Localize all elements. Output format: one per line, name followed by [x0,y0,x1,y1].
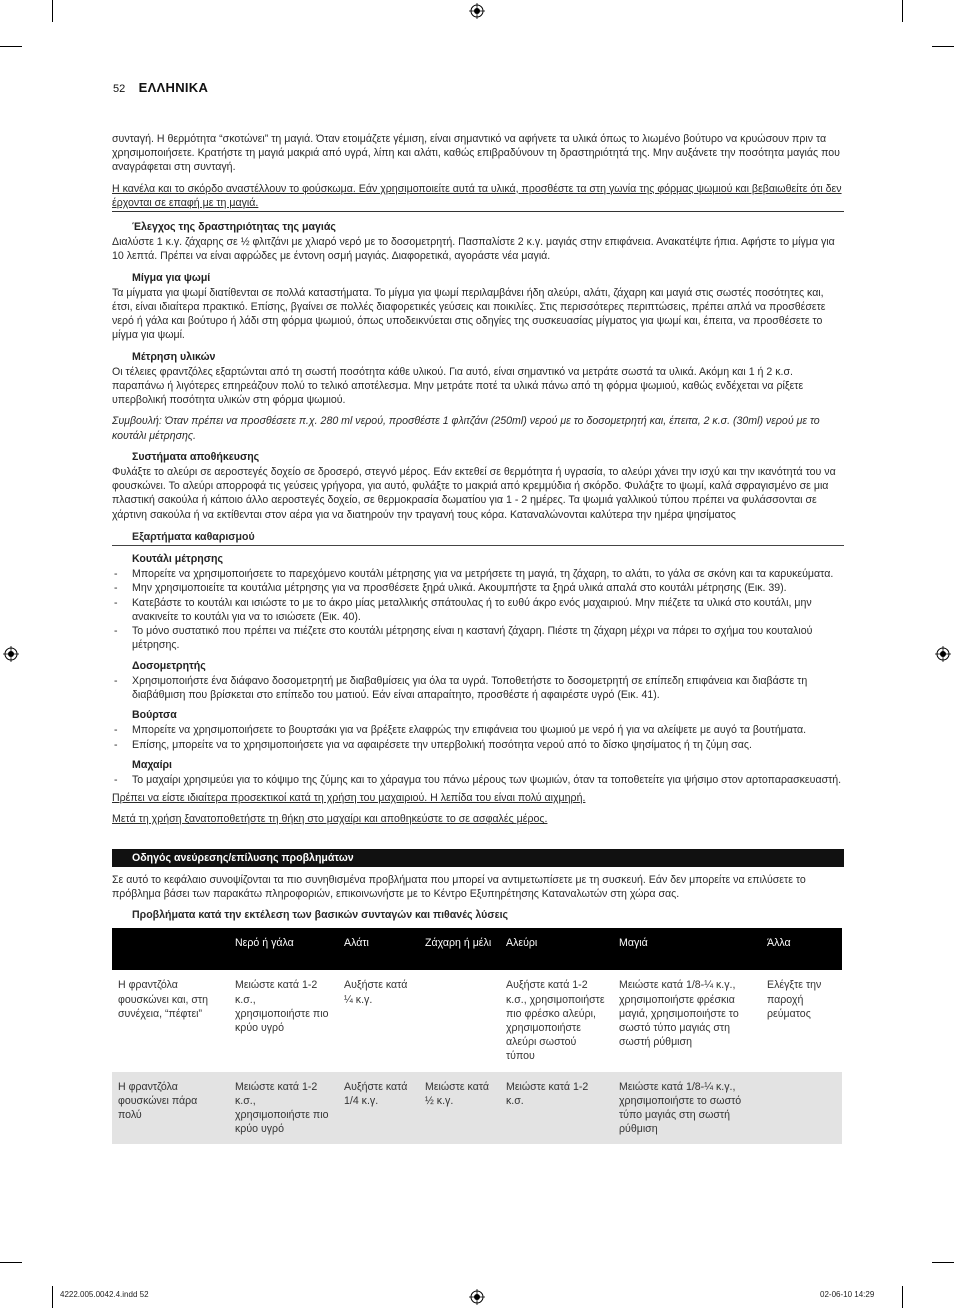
list-item: - Κατεβάστε το κουτάλι και ισιώστε το με το άκρο μίας μεταλλικής σπάτουλας ή το ευθύ άκρο ενός μαχαιριού. Μην πιέζετε τα υλικά στο κουτάλι, μην ανακινείτε το κουτάλι για να το ισιώσετε (Εικ. 40). [112,596,844,624]
intro-paragraph: συνταγή. Η θερμότητα “σκοτώνει” τη μαγιά. Όταν ετοιμάζετε γέμιση, είναι σημαντικό να αφήνετε τα υλικά όπως το λιωμένο βούτυρο να κρυώσουν πριν τα χρησιμοποιήσετε. Κρατήστε τη μαγιά μακριά από υγρά, λίπη και αλάτι, καθώς επιβραδύνουν τη δραστηριότητά της. Μην αυξάνετε την ποσότητα μαγιάς που αναγράφεται στη συνταγή. [112,133,840,174]
cleaning-section-title: Εξαρτήματα καθαρισμού [112,530,844,546]
list-item: - Μπορείτε να χρησιμοποιήσετε το βουρτσάκι για να βρέξετε ελαφρώς την επιφάνεια του ψωμιού με νερό ή για να αλείψετε με αυγό τα βουτήματα. [112,723,844,737]
crop-mark [932,1262,954,1263]
crop-mark [52,1286,53,1308]
measuring-title: Μέτρηση υλικών [132,350,216,363]
column-header: Αλεύρι [500,928,613,970]
troubleshooting-table [112,928,842,1144]
knife-storage-warning: Μετά τη χρήση ξανατοποθετήστε τη θήκη στο μαχαίρι και αποθηκεύστε το σε ασφαλές μέρος. [112,813,548,826]
table-row [112,970,842,1071]
table-cell: Αυξήστε κατά 1-2 κ.σ., χρησιμοποιήστε πιο φρέσκο αλεύρι, χρησιμοποιήστε αλεύρι σωστού τύπου [506,979,605,1063]
table-row [112,1072,842,1145]
table-cell: Μειώστε κατά 1-2 κ.σ., χρησιμοποιήστε πιο κρύο υγρό [235,979,329,1034]
table-cell: Η φραντζόλα φουσκώνει και, στη συνέχεια, “πέφτει” [118,979,208,1020]
yeast-check-text: Διαλύστε 1 κ.γ. ζάχαρης σε ½ φλιτζάνι με χλιαρό νερό με το δοσομετρητή. Πασπαλίστε 2 κ.γ. μαγιάς στην επιφάνεια. Ανακατέψτε ήπια. Αφήστε το μίγμα για 10 λεπτά. Πρέπει να είναι αφρώδες με έντονη οσμή μαγιάς. Διαφορετικά, αγοράστε νέα μαγιά. [112,236,835,263]
registration-mark-icon [935,646,951,662]
page-number: 52 [113,83,126,95]
spoon-list [112,567,844,652]
footer-timestamp: 02-06-10 14:29 [820,1290,875,1299]
table-cell: Αυξήστε κατά 1/4 κ.γ. [338,1072,419,1145]
storage-title: Συστήματα αποθήκευσης [132,450,260,463]
page-header [113,80,208,95]
table-cell: Η φραντζόλα φουσκώνει πάρα πολύ [112,1072,229,1145]
list-item: - Επίσης, μπορείτε να το χρησιμοποιήσετε για να αφαιρέσετε την υπερβολική ποσότητα νερού από το δίσκο ψησίματος ή τη ζύμη σας. [112,738,844,752]
crop-mark [932,46,954,47]
list-item: - Το μαχαίρι χρησιμεύει για το κόψιμο της ζύμης και το χάραγμα του πάνω μέρους των ψωμιών, όταν τα τοποθετείτε για ψήσιμο στον αρτοπαρασκευαστή. [112,773,844,787]
knife-title: Μαχαίρι [132,758,173,771]
knife-list [112,773,844,787]
table-cell: Μειώστε κατά 1-2 κ.σ., χρησιμοποιήστε πιο κρύο υγρό [229,1072,338,1145]
brush-list [112,723,844,751]
troubleshooting-intro: Σε αυτό το κεφάλαιο συνοψίζονται τα πιο συνηθισμένα προβλήματα που μπορεί να αντιμετωπίσετε με τη συσκευή. Εάν δεν μπορείτε να επιλύσετε το πρόβλημα βάσει των παρακάτω πληροφοριών, επικοινωνήστε με το Κέντρο Εξυπηρέτησης Καταναλωτών στη χώρα σας. [112,873,806,900]
yeast-check-title: Έλεγχος της δραστηριότητας της μαγιάς [132,221,336,234]
registration-mark-icon [3,646,19,662]
list-item: - Το μόνο συστατικό που πρέπει να πιέζετε στο κουτάλι μέτρησης είναι η καστανή ζάχαρη. Πιέστε τη ζάχαρη μέχρι να πάρει το σχήμα του κουταλιού μέτρησης. [112,624,844,652]
column-header: Ζάχαρη ή μέλι [419,928,500,970]
troubleshooting-table-title: Προβλήματα κατά την εκτέλεση των βασικών συνταγών και πιθανές λύσεις [132,909,509,922]
bread-mix-text: Τα μίγματα για ψωμί διατίθενται σε πολλά καταστήματα. Το μίγμα για ψωμί περιλαμβάνει ήδη αλεύρι, αλάτι, ζάχαρη και μαγιά στις σωστές ποσότητες και, έτσι, είναι ιδιαίτερα πρακτικό. Επίσης, βγαίνει σε πολλές διαφορετικές γεύσεις και ποικιλίες. Στις περισσότερες περιπτώσεις, πρέπει απλά να προσθέσετε νερό ή γάλα και βούτυρο ή λάδι στη φόρμα ψωμιού, όπως υποδεικνύεται στις οδηγίες της συσκευασίας μίγματος για ψωμί και, έπειτα, να προσθέσετε το μίγμα για ψωμί. [112,286,826,342]
crop-mark [902,0,903,22]
table-header-row [112,928,842,970]
column-header [112,928,229,970]
cinnamon-warning: Η κανέλα και το σκόρδο αναστέλλουν το φούσκωμα. Εάν χρησιμοποιείτε αυτά τα υλικά, προσθέστε τα στη γωνία της φόρμας ψωμιού και βεβαιωθείτε ότι δεν έρχονται σε επαφή με τη μαγιά. [112,182,844,212]
crop-mark [0,1262,22,1263]
measuring-text: Οι τέλειες φραντζόλες εξαρτώνται από τη σωστή ποσότητα κάθε υλικού. Για αυτό, είναι σημαντικό να μετράτε σωστά τα υλικά. Ακόμη και 1 ή 2 κ.σ. παραπάνω ή λιγότερες επηρεάζουν πολύ το τελικό αποτέλεσμα. Μην μετράτε ποτέ τα υλικά πάνω από τη φόρμα ψωμιού, καθώς ενδέχεται να ρίξετε υπερβολική ποσότητα υλικών στη φόρμα ψωμιού. [112,365,804,407]
table-cell: Μειώστε κατά 1-2 κ.σ. [500,1072,613,1145]
dispenser-title: Δοσομετρητής [132,659,206,672]
table-cell: Αυξήστε κατά ¼ κ.γ. [344,979,408,1006]
column-header: Αλάτι [338,928,419,970]
bread-mix-title: Μίγμα για ψωμί [132,271,211,284]
crop-mark [0,46,22,47]
table-cell: Μειώστε κατά 1/8-¼ κ.γ., χρησιμοποιήστε το σωστό τύπο μαγιάς στη σωστή ρύθμιση [613,1072,761,1145]
registration-mark-icon [469,1289,485,1305]
spoon-title: Κουτάλι μέτρησης [132,553,224,566]
column-header: Άλλα [761,928,842,970]
column-header: Μαγιά [613,928,761,970]
measuring-tip: Συμβουλή: Όταν πρέπει να προσθέσετε π.χ. 280 ml νερού, προσθέστε 1 φλιτζάνι (250ml) νερού με το δοσομετρητή και, έπειτα, 2 κ.σ. (30ml) νερού με το κουτάλι μέτρησης. [112,415,820,442]
table-cell: Μειώστε κατά 1/8-¼ κ.γ., χρησιμοποιήστε φρέσκια μαγιά, χρησιμοποιήστε το σωστό τύπο μαγιάς στη σωστή ρύθμιση [619,979,739,1049]
troubleshooting-heading: Οδηγός ανεύρεσης/επίλυσης προβλημάτων [112,849,844,867]
footer-file-info: 4222.005.0042.4.indd 52 [60,1290,149,1299]
crop-mark [902,1286,903,1308]
brush-title: Βούρτσα [132,709,177,722]
registration-mark-icon [469,3,485,19]
column-header: Νερό ή γάλα [229,928,338,970]
table-cell [419,970,500,1071]
language-heading: ΕΛΛΗΝΙΚΑ [138,80,209,95]
knife-warning: Πρέπει να είστε ιδιαίτερα προσεκτικοί κατά τη χρήση του μαχαιριού. Η λεπίδα του είναι πολύ αιχμηρή. [112,792,586,805]
crop-mark [52,0,53,22]
page-content [112,132,844,1144]
table-cell: Μειώστε κατά ½ κ.γ. [419,1072,500,1145]
list-item: - Χρησιμοποιήστε ένα διάφανο δοσομετρητή με διαβαθμίσεις για όλα τα υγρά. Τοποθετήστε το δοσομετρητή σε επίπεδη επιφάνεια και διαβάστε τη διαβάθμιση που βρίσκεται στο επίπεδο του ματιού. Εάν είναι απαραίτητο, προσθέστε ή αφαιρέστε υγρό (Εικ. 41). [112,674,844,702]
list-item: - Μην χρησιμοποιείτε τα κουτάλια μέτρησης για να προσθέσετε ξηρά υλικά. Ακουμπήστε τα ξηρά υλικά απαλά στο κουτάλι μέτρησης (Εικ. 39). [112,581,844,595]
dispenser-list [112,674,844,702]
table-cell: Ελέγξτε την παροχή ρεύματος [767,979,822,1020]
table-cell [761,1072,842,1145]
list-item: - Μπορείτε να χρησιμοποιήσετε το παρεχόμενο κουτάλι μέτρησης για να μετρήσετε τη μαγιά, τη ζάχαρη, το αλάτι, το γάλα σε σκόνη και τα καρυκεύματα. [112,567,844,581]
storage-text: Φυλάξτε το αλεύρι σε αεροστεγές δοχείο σε δροσερό, στεγνό μέρος. Εάν εκτεθεί σε θερμότητα ή υγρασία, το αλεύρι χάνει την ισχύ και την ικανότητά του να φουσκώνει. Το αλεύρι απορροφά τις γεύσεις γρήγορα, για αυτό, φυλάξτε το μακριά από κρεμμύδια ή σκόρδο. Φυλάξτε το ψωμί, καλά σφραγισμένο σε μια πλαστική σακούλα ή κάποιο άλλο αεροστεγές δοχείο, σε θερμοκρασία δωματίου για 1 - 2 ημέρες. Τα ψωμιά γαλλικού τύπου πρέπει να φυλάσσονται σε χάρτινη σακούλα ή να εκτίθενται στον αέρα για να διατηρούν την τραγανή τους κόρα. Καταναλώνονται καλύτερα την ημέρα ψησίματος [112,466,836,521]
